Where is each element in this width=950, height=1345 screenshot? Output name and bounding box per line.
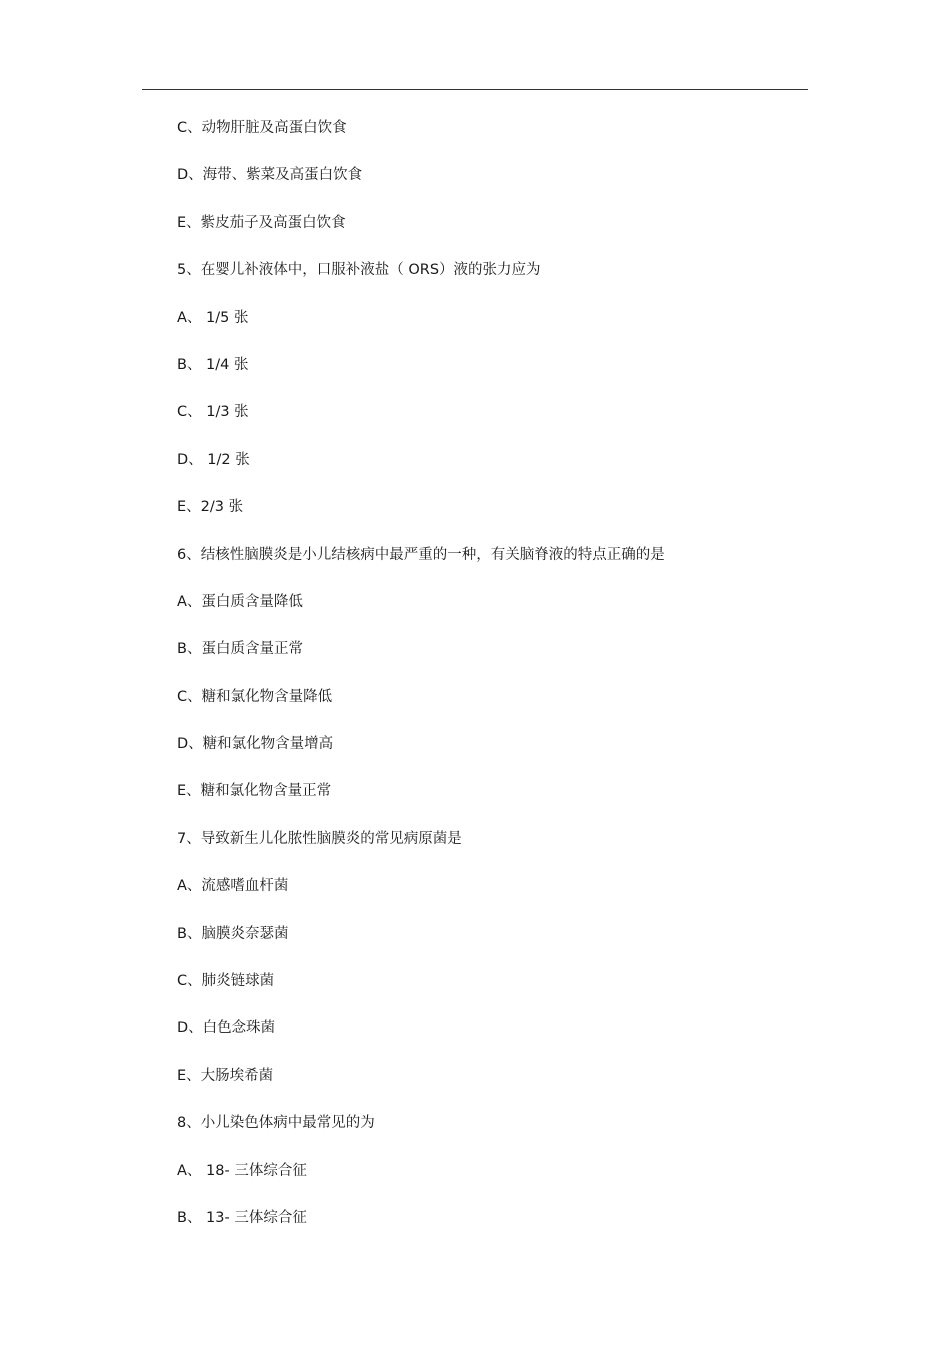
header-rule [142,89,808,90]
option-b-q7: B、脑膜炎奈瑟菌 [177,925,289,942]
option-b-q6: B、蛋白质含量正常 [177,641,303,658]
option-e-q6: E、糖和氯化物含量正常 [177,783,332,800]
option-e-q5: E、2/3 张 [177,499,244,516]
option-e-q4: E、紫皮茄子及高蛋白饮食 [177,214,346,231]
option-a-q7: A、流感嗜血杆菌 [177,878,289,895]
option-b-q5: B、 1/4 张 [177,356,249,373]
option-c-q4: C、动物肝脏及高蛋白饮食 [177,120,347,136]
option-d-q6: D、糖和氯化物含量增高 [177,736,334,753]
option-a-q6: A、蛋白质含量降低 [177,593,303,610]
option-a-q5: A、 1/5 张 [177,309,249,326]
option-d-q4: D、海带、紫菜及高蛋白饮食 [177,167,363,184]
question-7: 7、导致新生儿化脓性脑膜炎的常见病原菌是 [177,830,462,847]
question-8: 8、小儿染色体病中最常见的为 [177,1115,375,1132]
option-b-q8: B、 13- 三体综合征 [177,1209,307,1226]
option-c-q7: C、肺炎链球菌 [177,973,275,990]
option-d-q5: D、 1/2 张 [177,451,250,468]
option-c-q5: C、 1/3 张 [177,404,249,421]
question-5: 5、在婴儿补液体中，口服补液盐（ ORS）液的张力应为 [177,262,541,279]
option-a-q8: A、 18- 三体综合征 [177,1162,307,1179]
question-list [177,117,817,1254]
option-e-q7: E、大肠埃希菌 [177,1067,274,1084]
option-c-q6: C、糖和氯化物含量降低 [177,688,333,705]
option-d-q7: D、白色念珠菌 [177,1020,276,1037]
question-6: 6、结核性脑膜炎是小儿结核病中最严重的一种，有关脑脊液的特点正确的是 [177,546,665,563]
